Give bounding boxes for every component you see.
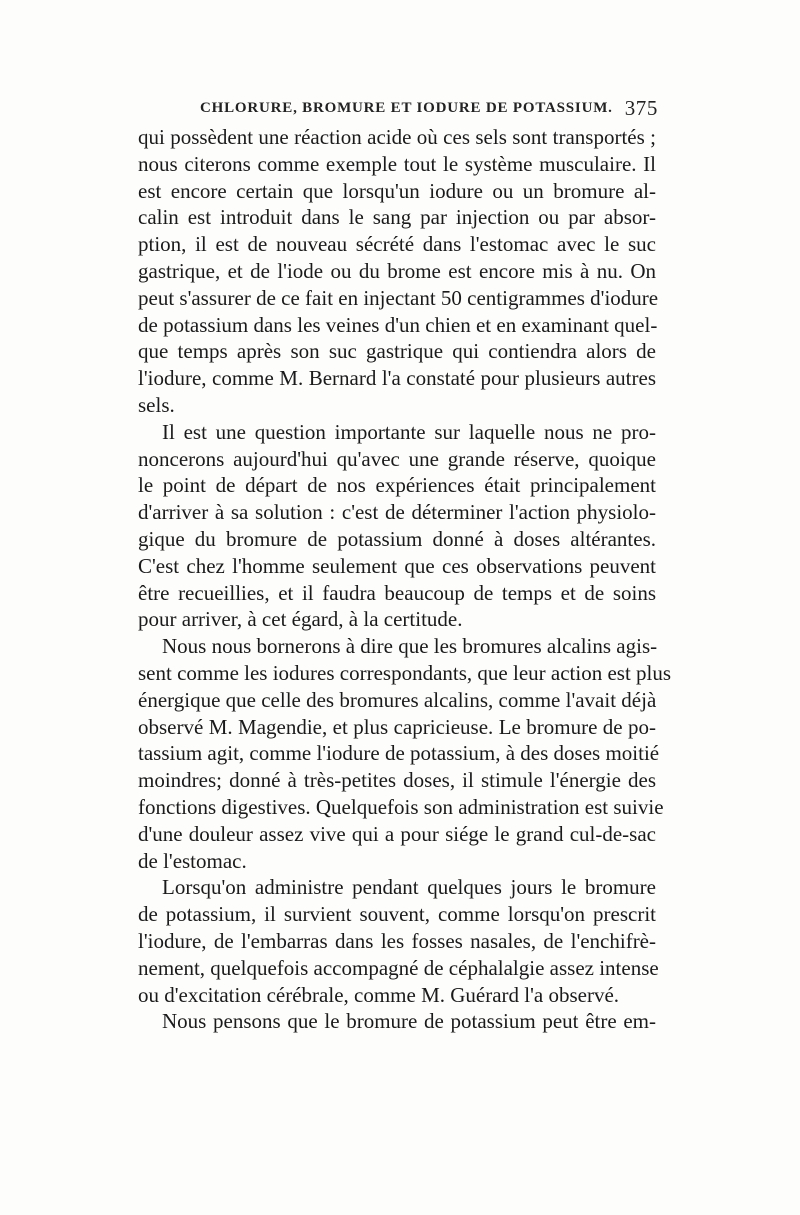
text-line: de l'estomac. bbox=[138, 848, 247, 873]
paragraph bbox=[138, 419, 656, 633]
paragraph bbox=[138, 633, 672, 874]
text-line: est encore certain que lorsqu'un iodure ou un bromure al- bbox=[138, 178, 656, 203]
text-line: C'est chez l'homme seulement que ces observations peuvent bbox=[138, 553, 656, 578]
paragraph bbox=[138, 1008, 656, 1035]
text-line: noncerons aujourd'hui qu'avec une grande réserve, quoique bbox=[138, 446, 656, 471]
text-line: d'une douleur assez vive qui a pour siége le grand cul-de-sac bbox=[138, 821, 656, 846]
text-line: de potassium dans les veines d'un chien et en examinant quel- bbox=[138, 312, 658, 337]
text-line: ption, il est de nouveau sécrété dans l'estomac avec le suc bbox=[138, 232, 656, 257]
paragraph bbox=[138, 124, 659, 419]
text-line: Nous pensons que le bromure de potassium peut être em- bbox=[162, 1009, 656, 1034]
text-line: Nous nous bornerons à dire que les bromures alcalins agis- bbox=[162, 634, 658, 659]
text-line: sels. bbox=[138, 392, 175, 417]
text-line: Il est une question importante sur laquelle nous ne pro- bbox=[162, 419, 656, 444]
text-line: peut s'assurer de ce fait en injectant 50 centigrammes d'iodure bbox=[138, 285, 659, 310]
text-line: calin est introduit dans le sang par injection ou par absor- bbox=[138, 205, 656, 230]
text-line: moindres; donné à très-petites doses, il stimule l'énergie des bbox=[138, 768, 656, 793]
text-line: l'iodure, comme M. Bernard l'a constaté pour plusieurs autres bbox=[138, 366, 656, 391]
running-head-title: CHLORURE, BROMURE ET IODURE DE POTASSIUM. bbox=[200, 100, 613, 116]
text-line: être recueillies, et il faudra beaucoup de temps et de soins bbox=[138, 580, 656, 605]
text-line: de potassium, il survient souvent, comme lorsqu'on prescrit bbox=[138, 902, 656, 927]
text-line: nous citerons comme exemple tout le système musculaire. Il bbox=[138, 151, 656, 176]
page-number: 375 bbox=[624, 96, 658, 120]
text-line: le point de départ de nos expériences était principalement bbox=[138, 473, 656, 498]
text-line: l'iodure, de l'embarras dans les fosses nasales, de l'enchifrè- bbox=[138, 928, 656, 953]
text-line: pour arriver, à cet égard, à la certitude. bbox=[138, 607, 463, 632]
text-line: énergique que celle des bromures alcalins, comme l'avait déjà bbox=[138, 687, 657, 712]
text-line: d'arriver à sa solution : c'est de déterminer l'action physiolo- bbox=[138, 500, 656, 525]
text-line: que temps après son suc gastrique qui contiendra alors de bbox=[138, 339, 656, 364]
text-line: ou d'excitation cérébrale, comme M. Guérard l'a observé. bbox=[138, 982, 620, 1007]
running-head bbox=[138, 96, 658, 122]
text-line: qui possèdent une réaction acide où ces sels sont transportés ; bbox=[138, 125, 656, 149]
text-line: fonctions digestives. Quelquefois son administration est suivie bbox=[138, 794, 664, 819]
text-line: sent comme les iodures correspondants, que leur action est plus bbox=[138, 660, 672, 685]
text-line: gastrique, et de l'iode ou du brome est encore mis à nu. On bbox=[138, 258, 656, 283]
text-line: observé M. Magendie, et plus capricieuse. Le bromure de po- bbox=[138, 714, 656, 739]
text-line: nement, quelquefois accompagné de céphalalgie assez intense bbox=[138, 955, 659, 980]
body-text bbox=[138, 124, 672, 1035]
paragraph bbox=[138, 874, 659, 1008]
text-line: Lorsqu'on administre pendant quelques jours le bromure bbox=[162, 875, 656, 900]
text-line: gique du bromure de potassium donné à doses altérantes. bbox=[138, 526, 656, 551]
text-line: tassium agit, comme l'iodure de potassium, à des doses moitié bbox=[138, 741, 660, 766]
